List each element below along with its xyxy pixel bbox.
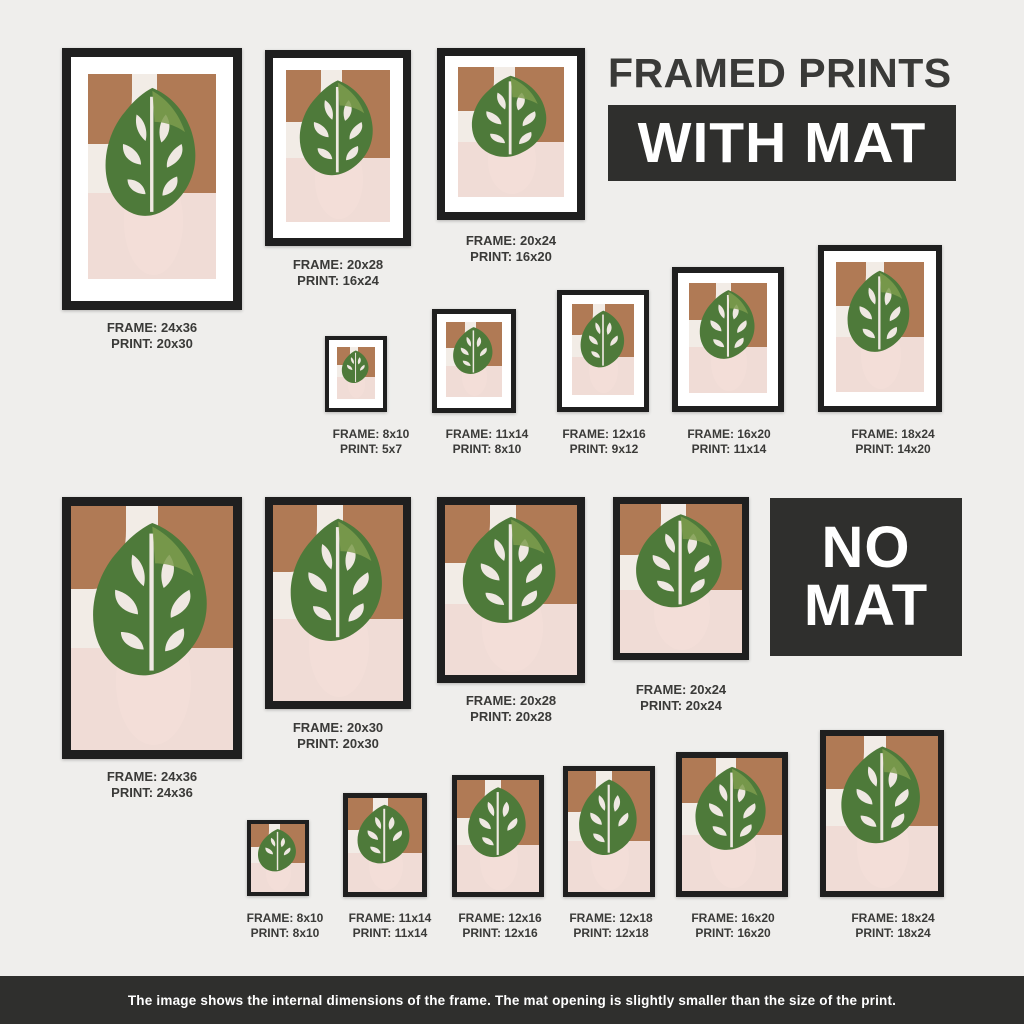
frame-no-mat-20x28[interactable] <box>437 497 585 683</box>
frame-no-mat-20x24[interactable] <box>613 497 749 660</box>
label-frame-text: FRAME: 12x18 <box>569 911 653 925</box>
artwork-16x20 <box>689 283 767 393</box>
label-no-mat-20x28 <box>466 693 556 726</box>
monstera-leaf-icon <box>688 763 776 859</box>
label-frame-text: FRAME: 20x24 <box>635 682 727 697</box>
monstera-leaf-icon <box>694 287 763 366</box>
artwork-no-mat-20x30 <box>273 505 403 701</box>
monstera-leaf-icon <box>81 516 224 692</box>
label-frame-text: FRAME: 18x24 <box>851 911 935 925</box>
frame-no-mat-12x16[interactable] <box>452 775 544 897</box>
label-frame-text: FRAME: 8x10 <box>246 911 324 925</box>
frame-with-mat-20x28[interactable] <box>265 50 411 246</box>
artwork-20x28 <box>286 70 390 222</box>
monstera-leaf-icon <box>627 510 734 617</box>
label-frame-text: FRAME: 11x14 <box>348 911 432 925</box>
artwork-12x16 <box>572 304 634 395</box>
label-with-mat-8x10 <box>333 427 410 457</box>
label-print-text: PRINT: 9x12 <box>569 442 639 456</box>
label-with-mat-12x16 <box>562 427 645 457</box>
label-print-text: PRINT: 8x10 <box>250 926 320 940</box>
label-print-text: PRINT: 20x30 <box>297 736 379 752</box>
label-with-mat-18x24 <box>851 427 934 457</box>
mat-24x36 <box>71 57 233 301</box>
heading-with-mat-band <box>608 105 956 181</box>
monstera-leaf-icon <box>449 325 498 379</box>
frame-no-mat-11x14[interactable] <box>343 793 427 897</box>
label-no-mat-16x20 <box>691 911 774 941</box>
label-print-text: PRINT: 5x7 <box>339 442 403 456</box>
frame-with-mat-11x14[interactable] <box>432 309 516 413</box>
label-print-text: PRINT: 16x20 <box>695 926 771 940</box>
monstera-leaf-icon <box>352 802 417 870</box>
label-print-text: PRINT: 12x18 <box>573 926 649 940</box>
frame-no-mat-12x18[interactable] <box>563 766 655 897</box>
label-print-text: PRINT: 16x20 <box>470 249 552 265</box>
artwork-no-mat-20x24 <box>620 504 742 653</box>
monstera-leaf-icon <box>841 267 918 361</box>
monstera-leaf-icon <box>833 742 932 854</box>
label-print-text: PRINT: 20x28 <box>470 709 552 725</box>
monstera-leaf-icon <box>464 72 557 166</box>
monstera-leaf-icon <box>462 784 534 865</box>
label-frame-text: FRAME: 20x24 <box>465 233 557 248</box>
label-no-mat-24x36 <box>107 769 197 802</box>
label-frame-text: FRAME: 20x28 <box>465 693 557 708</box>
label-print-text: PRINT: 14x20 <box>855 442 931 456</box>
label-frame-text: FRAME: 18x24 <box>851 427 935 441</box>
label-print-text: PRINT: 24x36 <box>111 785 193 801</box>
mat-11x14 <box>437 314 511 408</box>
artwork-11x14 <box>446 322 502 397</box>
heading-with-mat-text: WITH MAT <box>637 110 927 175</box>
label-frame-text: FRAME: 11x14 <box>445 427 529 441</box>
label-print-text: PRINT: 20x30 <box>111 336 193 352</box>
label-frame-text: FRAME: 24x36 <box>106 769 198 784</box>
label-frame-text: FRAME: 20x30 <box>292 720 384 735</box>
label-frame-text: FRAME: 24x36 <box>106 320 198 335</box>
artwork-24x36 <box>88 74 216 279</box>
heading-no-mat-band <box>770 498 962 656</box>
mat-20x24 <box>445 56 577 212</box>
label-print-text: PRINT: 11x14 <box>691 442 767 456</box>
label-with-mat-16x20 <box>687 427 770 457</box>
heading-framed-prints: FRAMED PRINTS <box>608 50 952 96</box>
label-frame-text: FRAME: 16x20 <box>687 427 771 441</box>
frame-no-mat-18x24[interactable] <box>820 730 944 897</box>
artwork-no-mat-8x10 <box>251 824 305 892</box>
monstera-leaf-icon <box>339 349 372 386</box>
monstera-leaf-icon <box>96 82 209 230</box>
artwork-no-mat-24x36 <box>71 506 233 750</box>
monstera-leaf-icon <box>453 512 569 634</box>
label-frame-text: FRAME: 12x16 <box>458 911 542 925</box>
label-no-mat-11x14 <box>349 911 432 941</box>
monstera-leaf-icon <box>573 776 645 863</box>
artwork-20x24 <box>458 67 564 197</box>
frame-with-mat-16x20[interactable] <box>672 267 784 412</box>
label-print-text: PRINT: 18x24 <box>855 926 931 940</box>
heading-no-text: NO <box>821 515 911 580</box>
label-print-text: PRINT: 8x10 <box>452 442 522 456</box>
label-no-mat-20x24 <box>636 682 726 715</box>
footer-note <box>0 976 1024 1024</box>
artwork-no-mat-18x24 <box>826 736 938 891</box>
heading-mat-text: MAT <box>803 573 929 638</box>
frame-with-mat-18x24[interactable] <box>818 245 942 412</box>
artwork-no-mat-12x16 <box>457 780 539 892</box>
label-print-text: PRINT: 16x24 <box>297 273 379 289</box>
label-with-mat-20x24 <box>466 233 556 266</box>
label-no-mat-12x18 <box>569 911 652 941</box>
label-print-text: PRINT: 20x24 <box>640 698 722 714</box>
label-no-mat-12x16 <box>458 911 541 941</box>
label-frame-text: FRAME: 8x10 <box>332 427 410 441</box>
label-frame-text: FRAME: 16x20 <box>691 911 775 925</box>
frame-with-mat-8x10[interactable] <box>325 336 387 412</box>
frame-with-mat-12x16[interactable] <box>557 290 649 412</box>
label-print-text: PRINT: 11x14 <box>352 926 428 940</box>
label-with-mat-20x28 <box>293 257 383 290</box>
footer-note-text: The image shows the internal dimensions of the frame. The mat opening is slightly smaller than the size of the print. <box>127 992 897 1008</box>
frame-no-mat-16x20[interactable] <box>676 752 788 897</box>
frame-no-mat-20x30[interactable] <box>265 497 411 709</box>
label-print-text: PRINT: 12x16 <box>462 926 538 940</box>
label-with-mat-11x14 <box>446 427 529 457</box>
label-no-mat-18x24 <box>851 911 934 941</box>
label-no-mat-20x30 <box>293 720 383 753</box>
label-frame-text: FRAME: 20x28 <box>292 257 384 272</box>
frame-no-mat-24x36[interactable] <box>62 497 242 759</box>
artwork-no-mat-11x14 <box>348 798 422 892</box>
artwork-no-mat-16x20 <box>682 758 782 891</box>
monstera-leaf-icon <box>281 513 395 654</box>
frame-with-mat-20x24[interactable] <box>437 48 585 220</box>
label-with-mat-24x36 <box>107 320 197 353</box>
artwork-8x10 <box>337 347 375 399</box>
label-no-mat-8x10 <box>247 911 324 941</box>
artwork-18x24 <box>836 262 924 392</box>
mat-12x16 <box>562 295 644 407</box>
monstera-leaf-icon <box>254 827 302 876</box>
mat-8x10 <box>329 340 383 408</box>
monstera-leaf-icon <box>576 308 631 374</box>
label-frame-text: FRAME: 12x16 <box>562 427 646 441</box>
frame-no-mat-8x10[interactable] <box>247 820 309 896</box>
artwork-no-mat-12x18 <box>568 771 650 892</box>
artwork-no-mat-20x28 <box>445 505 577 675</box>
mat-18x24 <box>824 251 936 406</box>
mat-20x28 <box>273 58 403 238</box>
monstera-leaf-icon <box>292 76 384 185</box>
frame-with-mat-24x36[interactable] <box>62 48 242 310</box>
mat-16x20 <box>678 273 778 406</box>
